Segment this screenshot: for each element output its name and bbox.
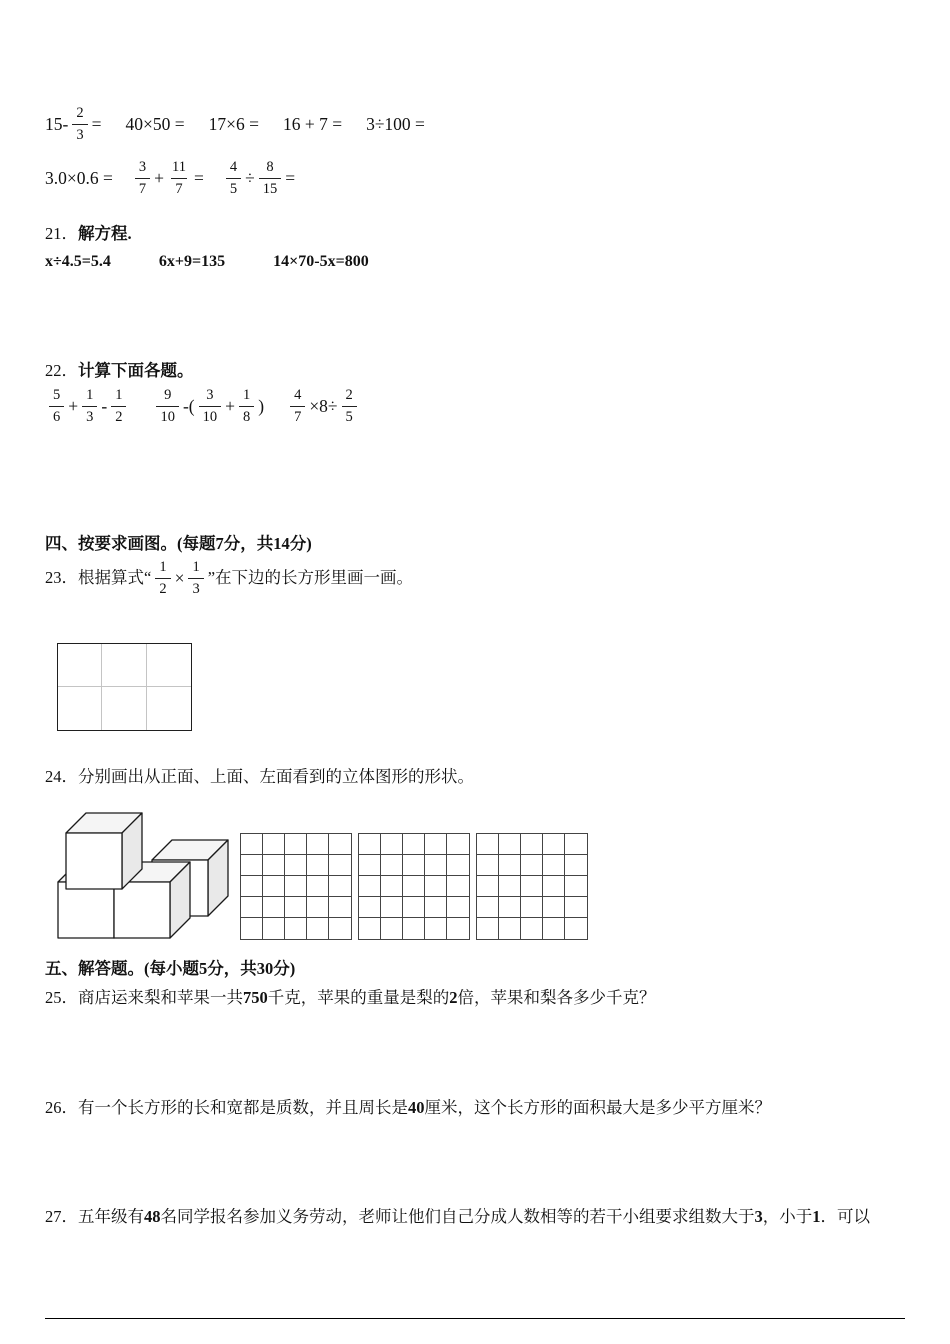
calc-expression <box>286 388 361 424</box>
grid-cell <box>58 644 102 687</box>
grid-cell <box>403 918 425 939</box>
cube-stack-figure <box>55 812 240 944</box>
equation: 6x+9=135 <box>158 253 226 270</box>
fraction <box>156 388 179 424</box>
fraction-denominator: 10 <box>199 406 222 425</box>
grid-cell <box>329 855 351 876</box>
grid-cell <box>543 855 565 876</box>
grid-cell <box>425 876 447 897</box>
text-token: 3 <box>754 1207 763 1226</box>
question-25-text <box>78 988 656 1007</box>
page-footer-rule <box>45 1318 905 1319</box>
fraction-numerator: 1 <box>192 559 200 575</box>
fraction <box>342 388 357 424</box>
fraction <box>135 160 150 196</box>
grid-cell <box>425 918 447 939</box>
grid-cell <box>263 855 285 876</box>
grid-cell <box>359 876 381 897</box>
grid-cell <box>307 897 329 918</box>
question-24-number: 24． <box>45 767 78 786</box>
grid-cell <box>102 687 146 730</box>
grid-cell <box>147 644 191 687</box>
grid-cell <box>477 855 499 876</box>
grid-cell <box>285 918 307 939</box>
calc-expression <box>366 114 425 135</box>
fraction <box>239 388 254 424</box>
grid-cell <box>381 834 403 855</box>
question-26-number: 26． <box>45 1098 78 1117</box>
grid-cell <box>58 687 102 730</box>
question-22-expressions <box>45 388 361 424</box>
fraction-numerator: 2 <box>345 387 353 403</box>
fraction-denominator: 5 <box>226 178 241 197</box>
text-token: ) <box>258 395 265 416</box>
grid-cell <box>565 918 587 939</box>
grid-cell <box>263 876 285 897</box>
calc-expression <box>222 160 295 196</box>
calc-expression <box>131 160 204 196</box>
text-token: 五年级有 <box>78 1207 144 1226</box>
text-token: 厘米，这个长方形的面积最大是多少平方厘米？ <box>424 1098 771 1117</box>
fraction <box>290 388 305 424</box>
grid-cell <box>447 855 469 876</box>
fraction-numerator: 8 <box>266 159 274 175</box>
fraction <box>168 160 190 196</box>
text-token: × <box>174 567 185 588</box>
fraction-denominator: 3 <box>72 124 87 143</box>
text-token: ．可以 <box>820 1207 870 1226</box>
fraction-denominator: 8 <box>239 406 254 425</box>
grid-cell <box>521 897 543 918</box>
calc-expression <box>125 114 184 135</box>
text-token: ÷ <box>245 167 255 188</box>
calc-row-2 <box>45 160 295 196</box>
fraction-numerator: 1 <box>159 559 167 575</box>
text-token: 3÷100 = <box>366 113 425 134</box>
text-token: = <box>285 167 296 188</box>
fraction-numerator: 1 <box>115 387 123 403</box>
question-27-number: 27． <box>45 1207 78 1226</box>
grid-cell <box>521 855 543 876</box>
calc-expression <box>209 114 259 135</box>
text-token: 千克，苹果的重量是梨的 <box>267 988 450 1007</box>
fraction-numerator: 5 <box>53 387 61 403</box>
equation: x÷4.5=5.4 <box>45 253 111 270</box>
grid-cell <box>359 855 381 876</box>
grid-cell <box>307 876 329 897</box>
fraction-denominator: 10 <box>156 406 179 425</box>
question-21-title: 解方程. <box>78 224 132 243</box>
text-token: = <box>91 113 102 134</box>
question-23-line <box>45 560 413 596</box>
question-27-text <box>78 1207 870 1226</box>
fraction <box>155 560 170 596</box>
text-token: + <box>68 395 79 416</box>
grid-cell <box>543 834 565 855</box>
question-22-heading <box>45 359 194 384</box>
fraction-denominator: 15 <box>259 178 282 197</box>
grid-cell <box>241 918 263 939</box>
question-22-title: 计算下面各题。 <box>78 361 194 380</box>
grid-cell <box>477 834 499 855</box>
calc-expression <box>45 388 130 424</box>
question-21-number: 21． <box>45 224 78 243</box>
fraction-denominator: 7 <box>290 406 305 425</box>
text-token: + <box>154 167 164 188</box>
grid-cell <box>543 918 565 939</box>
grid-cell <box>241 876 263 897</box>
fraction-numerator: 1 <box>86 387 94 403</box>
fraction-numerator: 11 <box>172 159 186 175</box>
grid-cell <box>381 876 403 897</box>
question-24-title: 分别画出从正面、上面、左面看到的立体图形的形状。 <box>78 767 474 786</box>
text-token: 2 <box>449 988 458 1007</box>
grid-cell <box>329 834 351 855</box>
drawing-grid-front-view <box>240 833 352 940</box>
fraction-denominator: 7 <box>171 178 186 197</box>
grid-cell <box>102 644 146 687</box>
text-token: 750 <box>243 988 268 1007</box>
section-5-title: 五、解答题。(每小题5分，共30分) <box>45 959 296 978</box>
grid-cell <box>263 897 285 918</box>
text-token: 48 <box>144 1207 161 1226</box>
grid-cell <box>307 918 329 939</box>
grid-cell <box>329 876 351 897</box>
grid-cell <box>359 834 381 855</box>
grid-cell <box>403 855 425 876</box>
drawing-grid-top-view <box>358 833 470 940</box>
grid-cell <box>285 897 307 918</box>
text-token: 15- <box>45 113 69 134</box>
equation: 14×70-5x=800 <box>273 253 369 270</box>
question-27 <box>45 1205 925 1230</box>
question-23-prefix <box>45 566 151 591</box>
fraction-denominator: 7 <box>135 178 150 197</box>
grid-cell <box>543 876 565 897</box>
grid-cell <box>447 897 469 918</box>
question-24-figure-row <box>55 812 588 944</box>
grid-cell <box>285 834 307 855</box>
question-23-prefix-text: 根据算式“ <box>78 567 152 587</box>
fraction-numerator: 9 <box>164 387 172 403</box>
grid-cell <box>521 918 543 939</box>
grid-cell <box>263 834 285 855</box>
grid-cell <box>499 876 521 897</box>
text-token: 1 <box>812 1207 821 1226</box>
fraction-numerator: 1 <box>242 387 251 403</box>
fraction <box>111 388 126 424</box>
fraction <box>226 160 241 196</box>
grid-cell <box>477 918 499 939</box>
text-token: 名同学报名参加义务劳动，老师让他们自己分成人数相等的若干小组要求组数大于 <box>160 1207 755 1226</box>
text-token: 40×50 = <box>125 113 185 134</box>
grid-cell <box>447 834 469 855</box>
fraction-numerator: 3 <box>138 159 147 175</box>
question-23-number: 23． <box>45 567 78 587</box>
text-token: 有一个长方形的长和宽都是质数，并且周长是 <box>78 1098 408 1117</box>
fraction <box>199 388 222 424</box>
fraction-denominator: 2 <box>155 578 170 597</box>
question-21-heading <box>45 222 132 247</box>
grid-cell <box>307 834 329 855</box>
question-25-number: 25． <box>45 988 78 1007</box>
grid-cell <box>241 834 263 855</box>
grid-cell <box>381 918 403 939</box>
fraction-numerator: 2 <box>76 105 84 121</box>
question-25 <box>45 986 925 1011</box>
grid-cell <box>329 918 351 939</box>
fraction-denominator: 6 <box>49 406 64 425</box>
grid-cell <box>477 876 499 897</box>
text-token: -( <box>182 395 195 416</box>
text-token: 40 <box>408 1098 425 1117</box>
question-26 <box>45 1096 925 1121</box>
text-token: 倍，苹果和梨各多少千克？ <box>457 988 656 1007</box>
grid-cell <box>147 687 191 730</box>
grid-cell <box>499 834 521 855</box>
grid-cell <box>499 897 521 918</box>
fraction-numerator: 4 <box>294 387 302 403</box>
section-4-title: 四、按要求画图。(每题7分，共14分) <box>45 534 312 553</box>
grid-cell <box>565 855 587 876</box>
fraction-denominator: 3 <box>188 578 203 597</box>
calc-row-1 <box>45 106 425 142</box>
grid-cell <box>499 918 521 939</box>
fraction-denominator: 2 <box>111 406 126 425</box>
grid-cell <box>521 876 543 897</box>
grid-cell <box>359 897 381 918</box>
text-token: 3.0×0.6 = <box>45 167 113 188</box>
calc-expression <box>152 388 264 424</box>
grid-cell <box>381 855 403 876</box>
grid-cell <box>403 834 425 855</box>
grid-cell <box>425 855 447 876</box>
fraction-denominator: 5 <box>342 406 357 425</box>
calc-expression <box>45 106 101 142</box>
grid-cell <box>241 855 263 876</box>
question-23-suffix: ”在下边的长方形里画一画。 <box>207 567 414 587</box>
grid-cell <box>425 834 447 855</box>
grid-cell <box>425 897 447 918</box>
text-token: 16 + 7 = <box>282 113 343 134</box>
drawing-grids <box>240 812 588 940</box>
fraction-denominator: 3 <box>82 406 97 425</box>
answer-rectangle-grid <box>57 643 192 731</box>
fraction-numerator: 4 <box>229 159 238 175</box>
grid-cell <box>285 855 307 876</box>
grid-cell <box>521 834 543 855</box>
question-21-equations <box>45 253 369 271</box>
grid-cell <box>403 897 425 918</box>
grid-cell <box>307 855 329 876</box>
grid-cell <box>447 876 469 897</box>
text-token: + <box>225 395 235 416</box>
grid-cell <box>381 897 403 918</box>
text-token: = <box>193 167 204 188</box>
calc-expression <box>283 114 342 135</box>
grid-cell <box>447 918 469 939</box>
grid-cell <box>543 897 565 918</box>
fraction <box>82 388 97 424</box>
grid-cell <box>565 876 587 897</box>
drawing-grid-side-view <box>476 833 588 940</box>
fraction-numerator: 3 <box>206 387 214 403</box>
text-token: 17×6 = <box>208 113 259 134</box>
grid-cell <box>499 855 521 876</box>
fraction <box>259 160 282 196</box>
grid-cell <box>329 897 351 918</box>
grid-cell <box>263 918 285 939</box>
grid-cell <box>403 876 425 897</box>
grid-cell <box>477 897 499 918</box>
question-26-text <box>78 1098 771 1117</box>
grid-cell <box>285 876 307 897</box>
question-24-heading <box>45 765 474 790</box>
calc-expression <box>45 168 113 189</box>
grid-cell <box>565 897 587 918</box>
grid-cell <box>359 918 381 939</box>
fraction <box>49 388 64 424</box>
question-23-expression <box>151 560 207 596</box>
text-token: - <box>101 395 108 416</box>
grid-cell <box>241 897 263 918</box>
text-token: ×8÷ <box>309 395 338 416</box>
question-22-number: 22． <box>45 361 78 380</box>
fraction <box>188 560 203 596</box>
grid-cell <box>565 834 587 855</box>
fraction <box>72 106 87 142</box>
text-token: 商店运来梨和苹果一共 <box>78 988 243 1007</box>
text-token: ，小于 <box>762 1207 813 1226</box>
